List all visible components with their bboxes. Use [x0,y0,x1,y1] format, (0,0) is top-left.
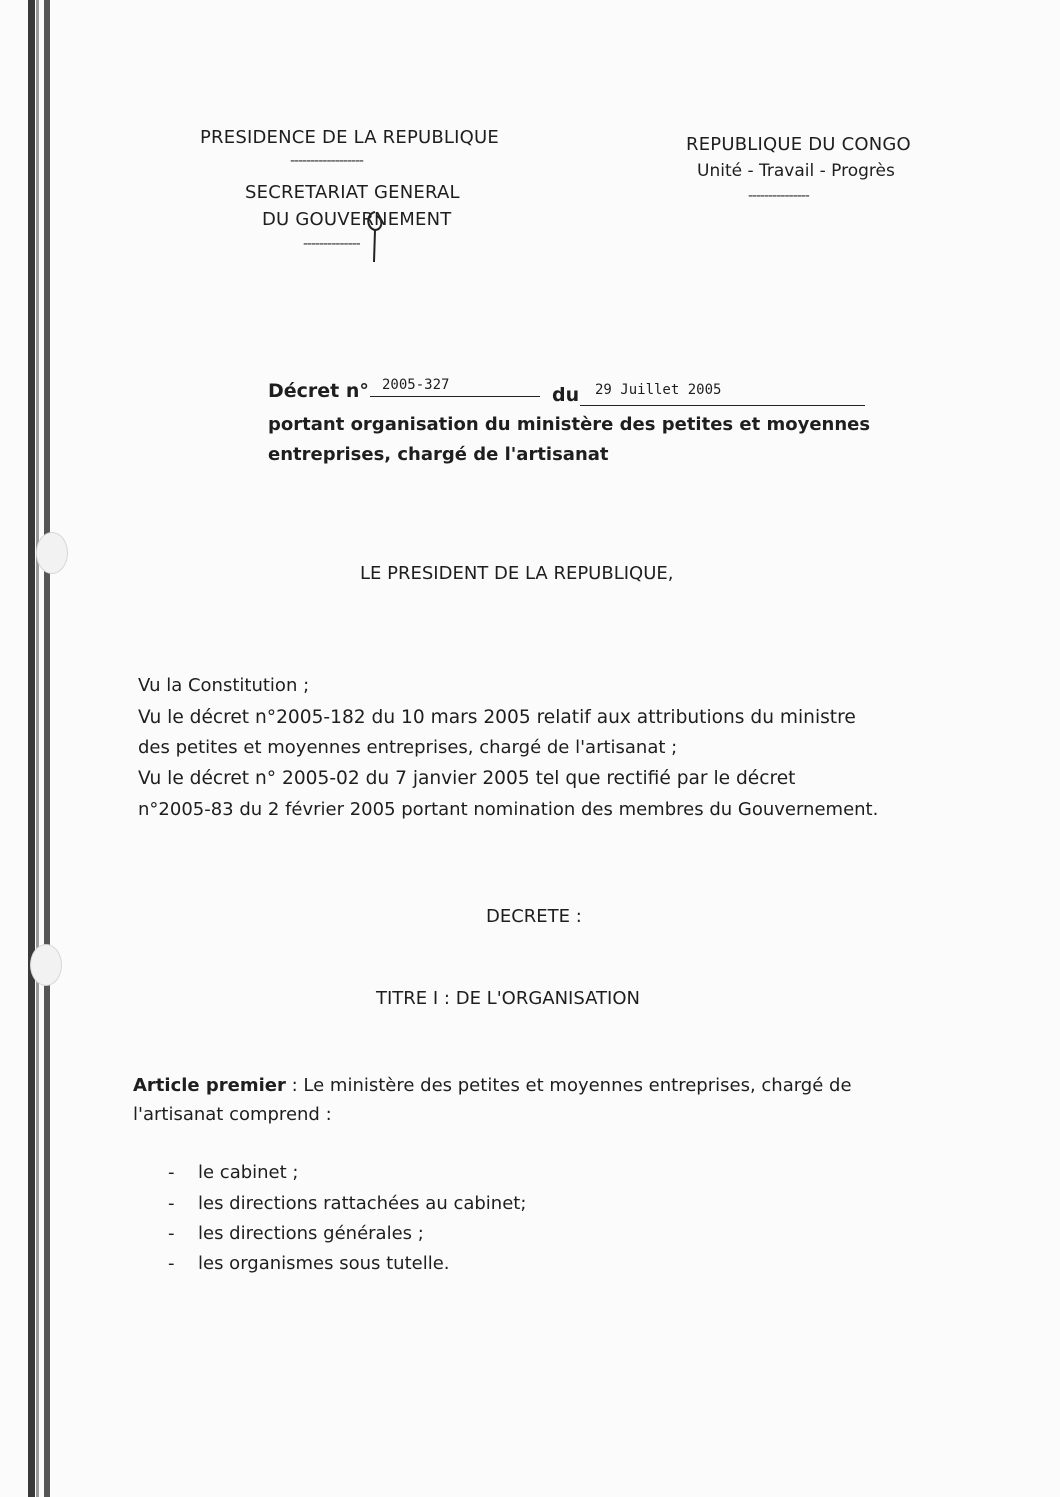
scan-edge-bar [44,0,50,1497]
header-gouvernement: DU GOUVERNEMENT [262,209,452,230]
list-item: les directions rattachées au cabinet; [198,1193,527,1214]
bullet-dash: - [168,1193,175,1214]
decree-subject-line1: portant organisation du ministère des petites et moyennes [268,414,871,435]
header-separator: --------------- [748,188,809,204]
bullet-dash: - [168,1253,175,1274]
decree-label: Décret n° [268,380,369,402]
bullet-dash: - [168,1223,175,1244]
scan-edge-bar [28,0,35,1497]
header-presidence: PRESIDENCE DE LA REPUBLIQUE [200,127,499,148]
decree-number: 2005-327 [382,377,450,393]
decree-du-label: du [552,384,580,406]
handwritten-mark-icon [362,208,388,264]
decree-date-line [580,405,865,406]
decree-subject-line2: entreprises, chargé de l'artisanat [268,444,609,465]
header-separator: -------------- [303,236,360,252]
header-motto: Unité - Travail - Progrès [697,161,895,181]
bullet-dash: - [168,1162,175,1183]
article-label: Article premier [133,1075,286,1096]
list-item: les organismes sous tutelle. [198,1253,450,1274]
article-text: : Le ministère des petites et moyennes entreprises, chargé de [285,1075,852,1096]
list-item: les directions générales ; [198,1223,424,1244]
punch-hole [36,532,68,574]
president-heading: LE PRESIDENT DE LA REPUBLIQUE, [360,563,674,584]
visa-line: Vu la Constitution ; [138,675,310,696]
decree-date: 29 Juillet 2005 [595,382,722,398]
punch-hole [30,944,62,986]
visa-line: Vu le décret n°2005-182 du 10 mars 2005 relatif aux attributions du ministre [138,707,856,728]
decree-number-line [370,396,540,397]
header-secretariat: SECRETARIAT GENERAL [245,182,460,203]
header-republique: REPUBLIQUE DU CONGO [686,134,911,155]
article-premier-line1 [133,1075,852,1096]
visa-line: n°2005-83 du 2 février 2005 portant nomination des membres du Gouvernement. [138,799,879,820]
header-separator: ------------------ [290,153,363,169]
decrete-heading: DECRETE : [486,906,582,927]
article-premier-line2: l'artisanat comprend : [133,1104,332,1125]
scan-edge-bar [36,0,39,1497]
visa-line: des petites et moyennes entreprises, chargé de l'artisanat ; [138,737,678,758]
list-item: le cabinet ; [198,1162,299,1183]
titre-heading: TITRE I : DE L'ORGANISATION [376,988,640,1009]
visa-line: Vu le décret n° 2005-02 du 7 janvier 2005 tel que rectifié par le décret [138,768,796,789]
